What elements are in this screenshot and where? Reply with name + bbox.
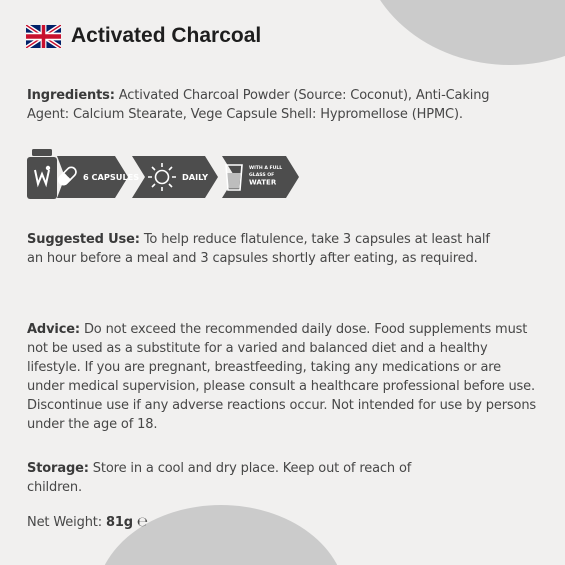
page-title: Activated Charcoal bbox=[71, 24, 262, 47]
water-line3: WATER bbox=[249, 178, 277, 187]
usage-strip bbox=[27, 148, 299, 202]
uk-flag-icon bbox=[26, 25, 61, 48]
capsules-label: 6 CAPSULES bbox=[83, 172, 140, 182]
water-line1: WITH A FULL bbox=[249, 166, 283, 171]
ingredients-label: Ingredients: bbox=[27, 88, 115, 103]
storage-text: Store in a cool and dry place. Keep out of reach of children. bbox=[27, 461, 412, 495]
estimated-sign-icon: ℮ bbox=[136, 515, 148, 530]
advice-paragraph bbox=[27, 320, 537, 434]
suggested-use-label: Suggested Use: bbox=[27, 232, 140, 247]
water-line2: GLASS OF bbox=[249, 173, 275, 178]
suggested-use-text: To help reduce flatulence, take 3 capsules at least half an hour before a meal and 3 capsules shortly after eating, as required. bbox=[27, 232, 490, 266]
advice-label: Advice: bbox=[27, 322, 80, 337]
ingredients-paragraph bbox=[27, 86, 507, 124]
advice-text: Do not exceed the recommended daily dose. Food supplements must not be used as a substitute for a varied and balanced diet and a healthy lifestyle. If you are pregnant, breastfeeding, taking any medications or are under medical supervision, please consult a healthcare professional before use. Discontinue use if any adverse reactions occur. Not intended for use by persons under the age of 18. bbox=[27, 322, 537, 432]
net-weight bbox=[27, 513, 148, 532]
header bbox=[26, 24, 261, 48]
storage-label: Storage: bbox=[27, 461, 89, 476]
suggested-use-paragraph bbox=[27, 230, 497, 268]
daily-label: DAILY bbox=[182, 172, 209, 182]
ingredients-text: Activated Charcoal Powder (Source: Coconut), Anti-Caking Agent: Calcium Stearate, Vege Capsule Shell: Hypromellose (HPMC). bbox=[27, 88, 490, 122]
decorative-circle-top bbox=[360, 0, 565, 65]
jar-icon bbox=[27, 149, 57, 199]
net-weight-label: Net Weight: bbox=[27, 515, 106, 530]
storage-paragraph bbox=[27, 459, 457, 497]
net-weight-value: 81g bbox=[105, 515, 133, 530]
